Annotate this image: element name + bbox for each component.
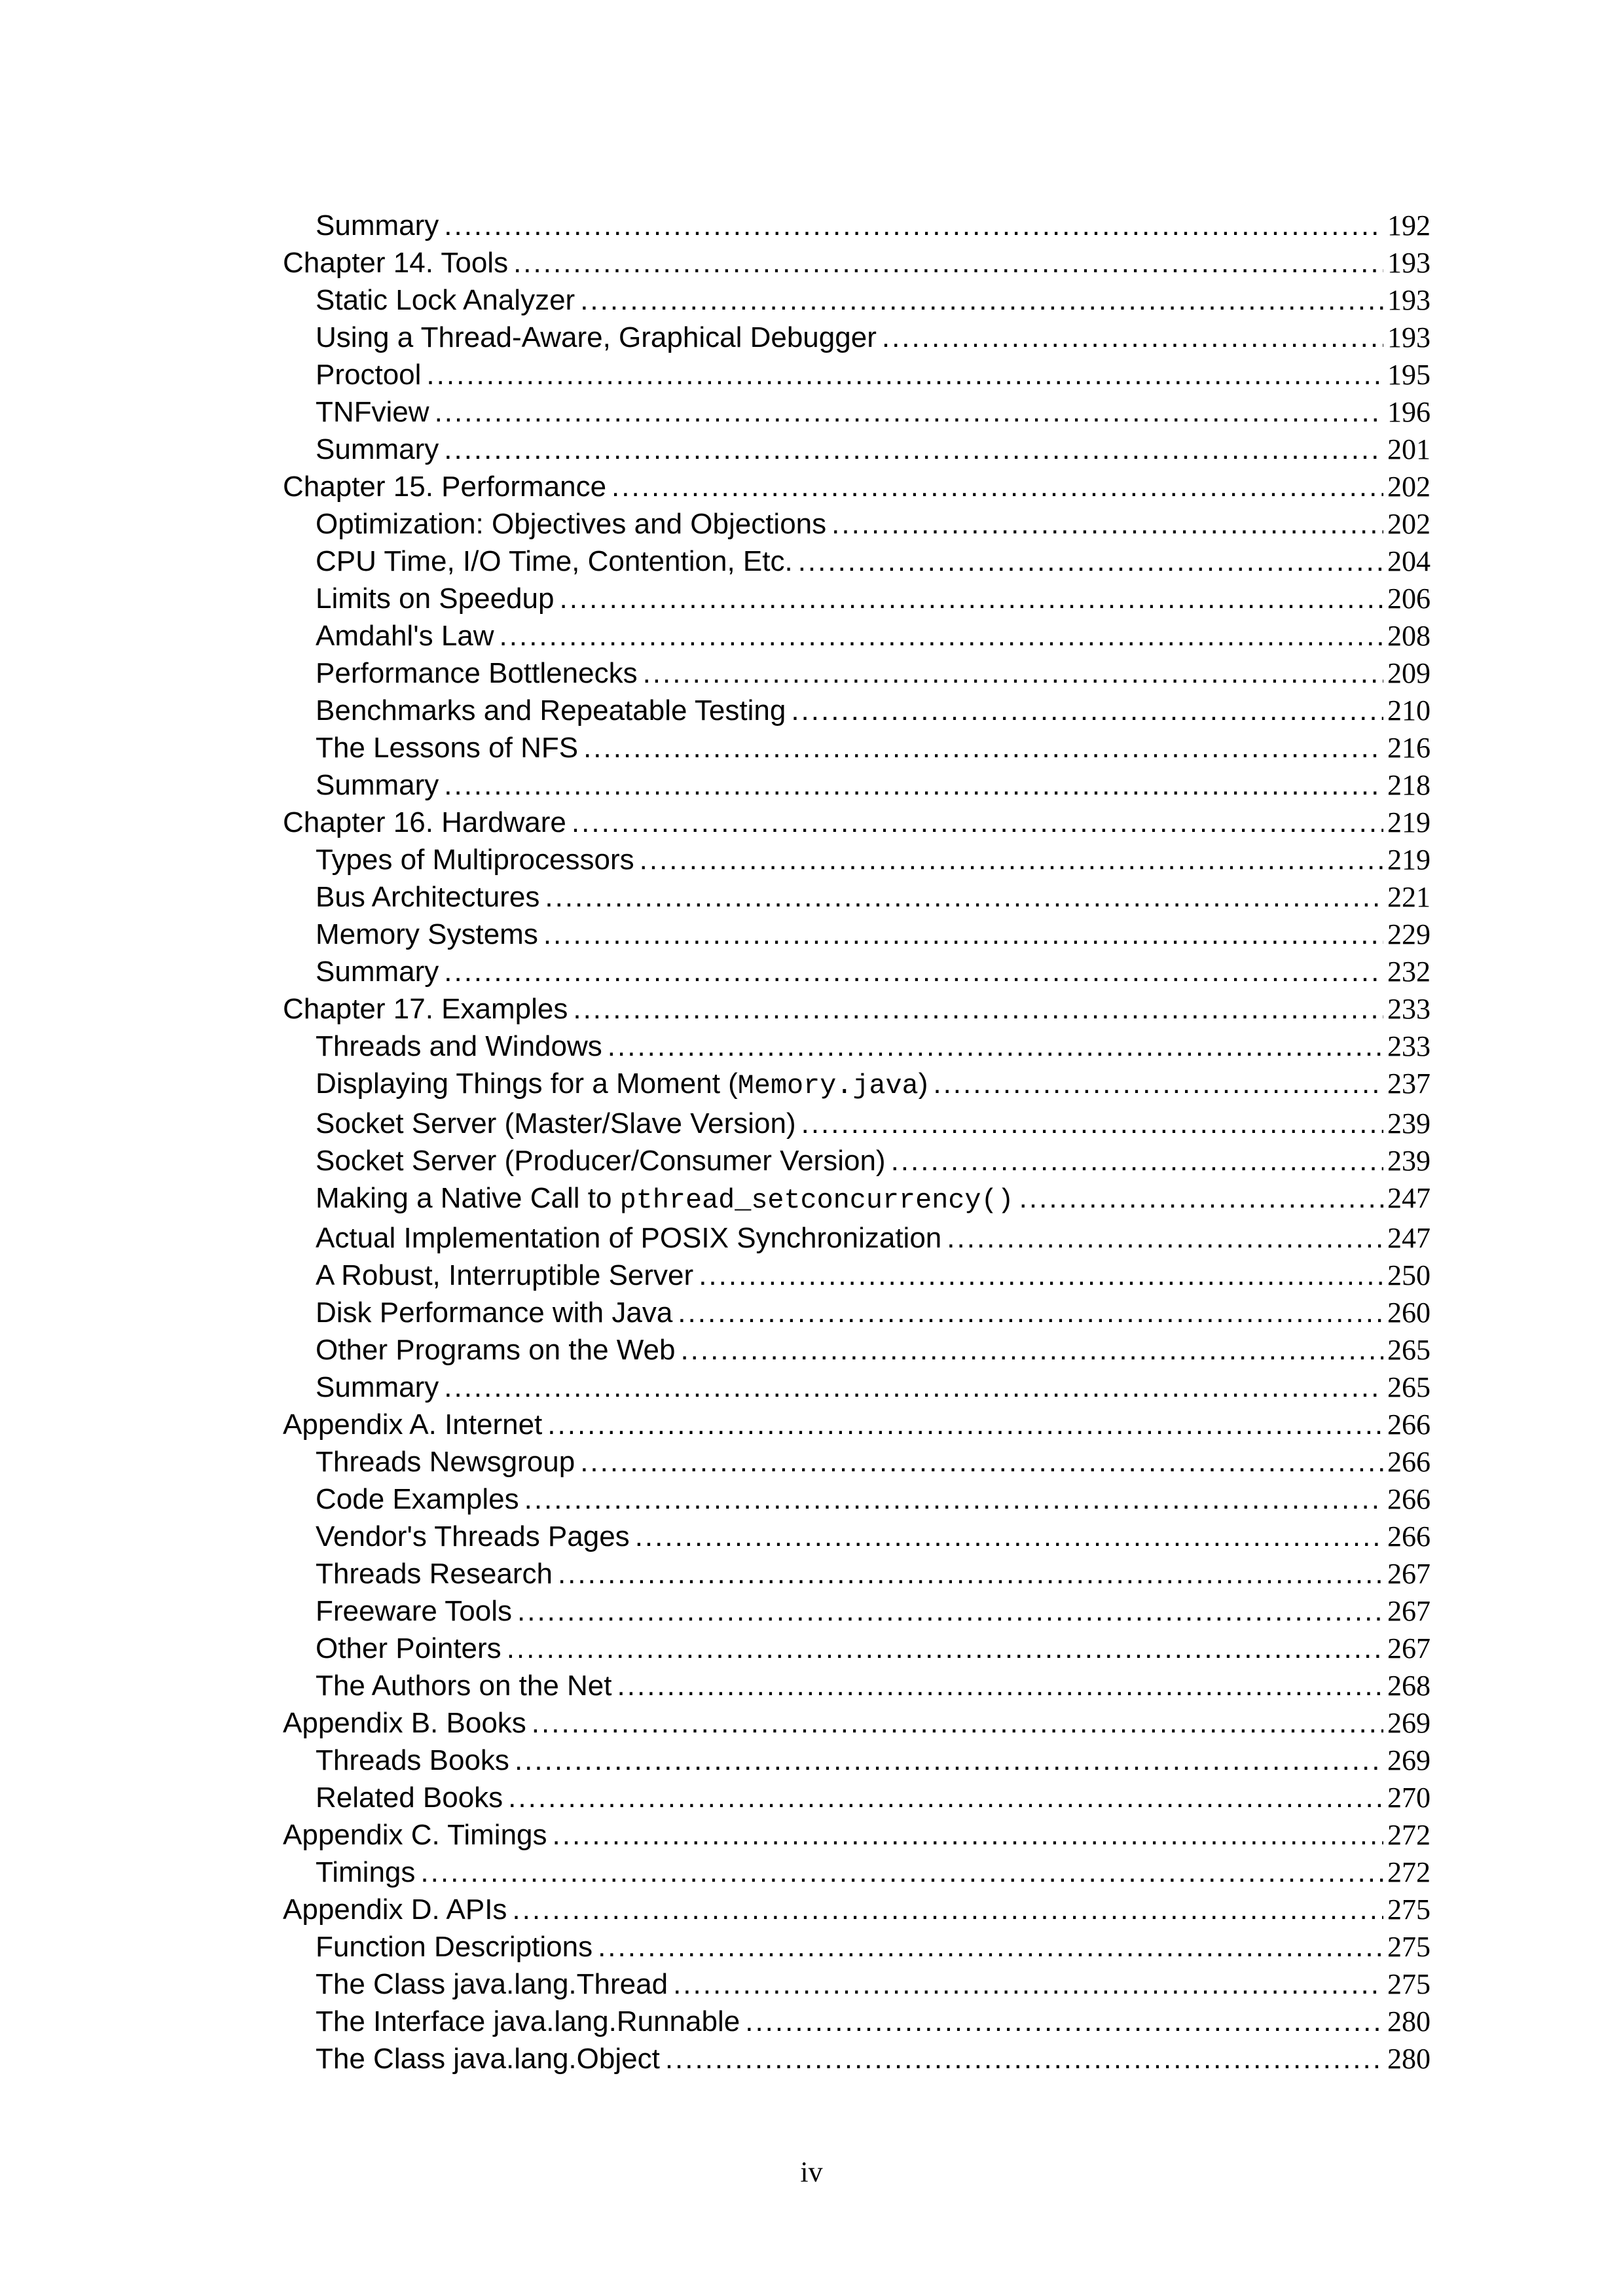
toc-entry-label	[316, 1630, 501, 1667]
toc-label-text-fragment: Appendix D. APIs	[283, 1893, 507, 1926]
toc-entry-label	[316, 1965, 668, 2003]
toc-label-text-fragment: Making a Native Call to	[316, 1182, 620, 1214]
toc-entry-label	[316, 1219, 941, 1257]
toc-entry-section	[283, 580, 1431, 617]
toc-page-number: 266	[1387, 1408, 1431, 1441]
toc-page-number: 219	[1387, 806, 1431, 838]
toc-page-number: 216	[1387, 732, 1431, 764]
toc-dot-leader	[831, 505, 1383, 543]
toc-dot-leader	[745, 2003, 1383, 2040]
toc-entry-label	[316, 1257, 693, 1294]
toc-entry-section	[283, 1965, 1431, 2003]
toc-entry-section	[283, 2040, 1431, 2077]
toc-entry-section	[283, 841, 1431, 878]
toc-entry-label	[316, 2003, 740, 2040]
toc-entry-chapter	[283, 468, 1431, 505]
toc-label-text-fragment: CPU Time, I/O Time, Contention, Etc.	[316, 545, 793, 577]
toc-label-text-fragment: Socket Server (Producer/Consumer Version)	[316, 1145, 886, 1177]
toc-dot-leader	[435, 393, 1383, 431]
toc-dot-leader	[517, 1592, 1383, 1630]
toc-dot-leader	[524, 1480, 1383, 1518]
toc-label-text-fragment: Threads Research	[316, 1558, 553, 1590]
toc-entry-section	[283, 1179, 1431, 1219]
toc-entry-label	[316, 1854, 415, 1891]
toc-page-number: 196	[1387, 396, 1431, 428]
toc-label-text-fragment: Actual Implementation of POSIX Synchronization	[316, 1222, 942, 1254]
toc-entry-section	[283, 1555, 1431, 1592]
toc-dot-leader	[532, 1704, 1383, 1742]
toc-label-text-fragment: TNFview	[316, 396, 429, 428]
toc-page-number: 193	[1387, 247, 1431, 279]
toc-entry-label	[316, 1331, 675, 1369]
toc-dot-leader	[635, 1518, 1383, 1555]
toc-entry-section	[283, 1142, 1431, 1179]
toc-entry-label	[316, 729, 578, 766]
toc-dot-leader	[444, 207, 1383, 244]
toc-page-number: 275	[1387, 1931, 1431, 1963]
toc-entry-section	[283, 1779, 1431, 1816]
toc-entry-section	[283, 2003, 1431, 2040]
toc-page-number: 208	[1387, 620, 1431, 652]
toc-entry-section	[283, 1667, 1431, 1704]
toc-entry-label	[316, 1480, 519, 1518]
toc-entry-chapter	[283, 990, 1431, 1028]
toc-label-text-fragment: Static Lock Analyzer	[316, 284, 575, 316]
toc-label-text-fragment: )	[918, 1067, 928, 1100]
toc-dot-leader	[547, 1406, 1383, 1443]
toc-entry-label	[316, 1928, 593, 1965]
toc-dot-leader	[512, 1891, 1383, 1928]
toc-page-number: 204	[1387, 545, 1431, 577]
toc-dot-leader	[508, 1779, 1383, 1816]
toc-entry-section	[283, 1630, 1431, 1667]
toc-dot-leader	[507, 1630, 1383, 1667]
toc-entry-label	[316, 1369, 439, 1406]
toc-page-number: 209	[1387, 657, 1431, 689]
toc-entry-label	[316, 841, 634, 878]
toc-page-number: 275	[1387, 1893, 1431, 1926]
toc-label-text-fragment: Benchmarks and Repeatable Testing	[316, 694, 786, 726]
toc-label-text-fragment: Memory Systems	[316, 918, 538, 950]
toc-entry-label	[316, 281, 575, 319]
toc-entry-label	[283, 1406, 542, 1443]
toc-label-text-fragment: Summary	[316, 433, 439, 465]
toc-entry-label	[316, 1518, 630, 1555]
toc-entry-section	[283, 1065, 1431, 1105]
toc-page-number: 267	[1387, 1632, 1431, 1664]
toc-dot-leader	[515, 1742, 1383, 1779]
toc-entry-section	[283, 617, 1431, 655]
toc-page-number: 266	[1387, 1520, 1431, 1552]
toc-label-text-fragment: Timings	[316, 1856, 416, 1888]
toc-page-number: 250	[1387, 1259, 1431, 1291]
toc-dot-leader	[545, 878, 1383, 916]
toc-entry-label	[283, 1816, 547, 1854]
toc-entry-label	[283, 1891, 507, 1928]
toc-dot-leader	[798, 543, 1383, 580]
toc-entry-section	[283, 1928, 1431, 1965]
toc-dot-leader	[583, 729, 1383, 766]
toc-entry-section	[283, 207, 1431, 244]
toc-page-number: 269	[1387, 1744, 1431, 1776]
toc-list	[283, 207, 1431, 2077]
toc-page-number: 233	[1387, 993, 1431, 1025]
toc-entry-label	[316, 1105, 796, 1142]
toc-dot-leader	[791, 692, 1383, 729]
toc-entry-label	[316, 319, 877, 356]
toc-entry-chapter	[283, 1704, 1431, 1742]
toc-dot-leader	[643, 655, 1383, 692]
toc-page-number: 266	[1387, 1446, 1431, 1478]
toc-page-number: 269	[1387, 1707, 1431, 1739]
toc-label-text-fragment: Bus Architectures	[316, 881, 540, 913]
toc-page-number: 267	[1387, 1558, 1431, 1590]
toc-dot-leader	[933, 1065, 1383, 1102]
toc-entry-section	[283, 1105, 1431, 1142]
toc-label-text-fragment: Other Pointers	[316, 1632, 501, 1664]
toc-entry-label	[316, 617, 494, 655]
toc-dot-leader	[617, 1667, 1383, 1704]
toc-entry-label	[316, 207, 439, 244]
toc-dot-leader	[680, 1331, 1383, 1369]
toc-label-text-fragment: Threads Books	[316, 1744, 509, 1776]
toc-dot-leader	[553, 1816, 1383, 1854]
toc-entry-section	[283, 655, 1431, 692]
toc-entry-label	[316, 766, 439, 804]
toc-entry-section	[283, 766, 1431, 804]
toc-label-text-fragment: Optimization: Objectives and Objections	[316, 508, 827, 540]
toc-entry-section	[283, 505, 1431, 543]
toc-page-number: 247	[1387, 1222, 1431, 1254]
toc-label-text-fragment: Threads and Windows	[316, 1030, 602, 1062]
toc-page-number: 272	[1387, 1819, 1431, 1851]
toc-label-text-fragment: Summary	[316, 769, 439, 801]
toc-entry-label	[316, 1742, 509, 1779]
toc-dot-leader	[673, 1965, 1383, 2003]
toc-page-number: 192	[1387, 209, 1431, 242]
toc-page-number: 237	[1387, 1067, 1431, 1100]
toc-entry-section	[283, 281, 1431, 319]
toc-page-number: 232	[1387, 956, 1431, 988]
toc-entry-label	[316, 356, 421, 393]
toc-page-number: 219	[1387, 844, 1431, 876]
toc-page-number: 265	[1387, 1371, 1431, 1403]
toc-entry-section	[283, 1592, 1431, 1630]
toc-page-number: 265	[1387, 1334, 1431, 1366]
toc-dot-leader	[572, 804, 1383, 841]
toc-page-number: 260	[1387, 1297, 1431, 1329]
toc-page-number: 221	[1387, 881, 1431, 913]
toc-page-number: 233	[1387, 1030, 1431, 1062]
toc-label-text-fragment: Other Programs on the Web	[316, 1334, 676, 1366]
toc-page-number: 270	[1387, 1782, 1431, 1814]
toc-dot-leader	[513, 244, 1383, 281]
toc-dot-leader	[580, 1443, 1383, 1480]
toc-entry-label	[316, 1294, 672, 1331]
toc-label-text-fragment: Displaying Things for a Moment (	[316, 1067, 738, 1100]
toc-dot-leader	[678, 1294, 1383, 1331]
toc-dot-leader	[699, 1257, 1383, 1294]
toc-label-text-fragment: Limits on Speedup	[316, 583, 555, 615]
toc-entry-section	[283, 431, 1431, 468]
toc-entry-section	[283, 393, 1431, 431]
toc-label-text-fragment: Threads Newsgroup	[316, 1446, 575, 1478]
toc-label-text-fragment: Disk Performance with Java	[316, 1297, 673, 1329]
toc-label-text-fragment: Vendor's Threads Pages	[316, 1520, 630, 1552]
toc-dot-leader	[444, 431, 1383, 468]
toc-label-text-fragment: Performance Bottlenecks	[316, 657, 638, 689]
toc-entry-section	[283, 729, 1431, 766]
toc-page-number: 272	[1387, 1856, 1431, 1888]
toc-dot-leader	[444, 953, 1383, 990]
toc-entry-section	[283, 692, 1431, 729]
toc-dot-leader	[947, 1219, 1383, 1257]
toc-label-text-fragment: Socket Server (Master/Slave Version)	[316, 1107, 796, 1139]
toc-page-number: 266	[1387, 1483, 1431, 1515]
toc-label-code-fragment: pthread_setconcurrency()	[619, 1185, 1014, 1216]
toc-entry-chapter	[283, 1891, 1431, 1928]
toc-label-text-fragment: Using a Thread-Aware, Graphical Debugger	[316, 321, 877, 353]
toc-entry-label	[316, 580, 554, 617]
toc-label-text-fragment: The Interface java.lang.Runnable	[316, 2005, 740, 2037]
toc-entry-section	[283, 953, 1431, 990]
toc-dot-leader	[420, 1854, 1383, 1891]
toc-page-number: 229	[1387, 918, 1431, 950]
toc-dot-leader	[573, 990, 1383, 1028]
toc-page-number: 202	[1387, 508, 1431, 540]
toc-dot-leader	[444, 766, 1383, 804]
toc-entry-label	[316, 1065, 928, 1105]
toc-dot-leader	[444, 1369, 1383, 1406]
toc-page-number: 267	[1387, 1595, 1431, 1627]
toc-entry-section	[283, 543, 1431, 580]
toc-page-number: 247	[1387, 1182, 1431, 1214]
toc-entry-label	[316, 953, 439, 990]
toc-entry-section	[283, 1443, 1431, 1480]
toc-entry-section	[283, 1854, 1431, 1891]
toc-label-text-fragment: Summary	[316, 1371, 439, 1403]
toc-entry-label	[316, 916, 538, 953]
toc-label-code-fragment: Memory.java	[737, 1070, 919, 1102]
toc-label-text-fragment: Summary	[316, 956, 439, 988]
toc-entry-chapter	[283, 1406, 1431, 1443]
toc-label-text-fragment: Chapter 14. Tools	[283, 247, 509, 279]
toc-entry-label	[316, 1443, 575, 1480]
toc-entry-label	[283, 244, 508, 281]
toc-dot-leader	[598, 1928, 1383, 1965]
toc-label-text-fragment: Proctool	[316, 359, 422, 391]
toc-label-text-fragment: Appendix B. Books	[283, 1707, 526, 1739]
toc-entry-section	[283, 1518, 1431, 1555]
toc-dot-leader	[500, 617, 1383, 655]
toc-entry-label	[316, 1667, 612, 1704]
toc-entry-section	[283, 1028, 1431, 1065]
toc-entry-label	[316, 1179, 1014, 1219]
toc-entry-chapter	[283, 244, 1431, 281]
toc-dot-leader	[801, 1105, 1383, 1142]
toc-entry-label	[316, 543, 793, 580]
toc-dot-leader	[608, 1028, 1383, 1065]
toc-entry-label	[316, 692, 786, 729]
toc-page-number: 280	[1387, 2005, 1431, 2037]
toc-page-number: 193	[1387, 321, 1431, 353]
toc-dot-leader	[611, 468, 1383, 505]
toc-entry-section	[283, 1294, 1431, 1331]
toc-entry-section	[283, 356, 1431, 393]
toc-label-text-fragment: Types of Multiprocessors	[316, 844, 634, 876]
toc-label-text-fragment: The Class java.lang.Object	[316, 2043, 660, 2075]
toc-label-text-fragment: The Class java.lang.Thread	[316, 1968, 668, 2000]
toc-entry-label	[316, 431, 439, 468]
toc-dot-leader	[426, 356, 1383, 393]
toc-page-number: 239	[1387, 1145, 1431, 1177]
toc-entry-section	[283, 916, 1431, 953]
toc-entry-label	[283, 990, 568, 1028]
toc-entry-label	[316, 505, 826, 543]
toc-entry-label	[316, 1592, 512, 1630]
toc-label-text-fragment: Freeware Tools	[316, 1595, 512, 1627]
toc-dot-leader	[543, 916, 1383, 953]
toc-dot-leader	[558, 1555, 1383, 1592]
toc-label-text-fragment: Appendix C. Timings	[283, 1819, 547, 1851]
toc-page-number: 201	[1387, 433, 1431, 465]
toc-page-number: 210	[1387, 694, 1431, 726]
toc-entry-label	[316, 1779, 503, 1816]
toc-page-number: 280	[1387, 2043, 1431, 2075]
toc-page-number: 268	[1387, 1670, 1431, 1702]
toc-entry-label	[316, 1028, 602, 1065]
toc-dot-leader	[882, 319, 1383, 356]
toc-page-number: 239	[1387, 1107, 1431, 1139]
toc-label-text-fragment: Appendix A. Internet	[283, 1408, 543, 1441]
toc-entry-label	[283, 804, 566, 841]
toc-dot-leader	[891, 1142, 1383, 1179]
toc-label-text-fragment: The Lessons of NFS	[316, 732, 579, 764]
toc-page-number: 202	[1387, 471, 1431, 503]
toc-entry-section	[283, 319, 1431, 356]
toc-entry-label	[316, 655, 638, 692]
toc-page-number: 275	[1387, 1968, 1431, 2000]
toc-entry-label	[283, 1704, 526, 1742]
toc-label-text-fragment: Function Descriptions	[316, 1931, 593, 1963]
toc-entry-label	[283, 468, 606, 505]
footer-page-number: iv	[800, 2156, 823, 2188]
toc-label-text-fragment: Chapter 17. Examples	[283, 993, 568, 1025]
toc-entry-section	[283, 1331, 1431, 1369]
toc-label-text-fragment: Code Examples	[316, 1483, 519, 1515]
toc-label-text-fragment: Summary	[316, 209, 439, 242]
toc-label-text-fragment: A Robust, Interruptible Server	[316, 1259, 694, 1291]
toc-dot-leader	[580, 281, 1383, 319]
toc-entry-label	[316, 393, 429, 431]
toc-label-text-fragment: Amdahl's Law	[316, 620, 494, 652]
toc-label-text-fragment: Related Books	[316, 1782, 503, 1814]
toc-entry-label	[316, 878, 539, 916]
toc-entry-section	[283, 1369, 1431, 1406]
toc-entry-chapter	[283, 804, 1431, 841]
toc-entry-section	[283, 1257, 1431, 1294]
toc-entry-label	[316, 2040, 660, 2077]
toc-page-number: 218	[1387, 769, 1431, 801]
toc-entry-section	[283, 1219, 1431, 1257]
toc-entry-label	[316, 1142, 886, 1179]
toc-page-number: 206	[1387, 583, 1431, 615]
toc-label-text-fragment: Chapter 16. Hardware	[283, 806, 566, 838]
toc-entry-section	[283, 878, 1431, 916]
toc-dot-leader	[1019, 1179, 1383, 1217]
toc-entry-chapter	[283, 1816, 1431, 1854]
toc-entry-section	[283, 1742, 1431, 1779]
toc-entry-label	[316, 1555, 553, 1592]
toc-label-text-fragment: Chapter 15. Performance	[283, 471, 607, 503]
toc-dot-leader	[640, 841, 1383, 878]
toc-entry-section	[283, 1480, 1431, 1518]
toc-dot-leader	[665, 2040, 1383, 2077]
toc-page-number: 193	[1387, 284, 1431, 316]
toc-page-number: 195	[1387, 359, 1431, 391]
toc-label-text-fragment: The Authors on the Net	[316, 1670, 612, 1702]
toc-dot-leader	[559, 580, 1383, 617]
